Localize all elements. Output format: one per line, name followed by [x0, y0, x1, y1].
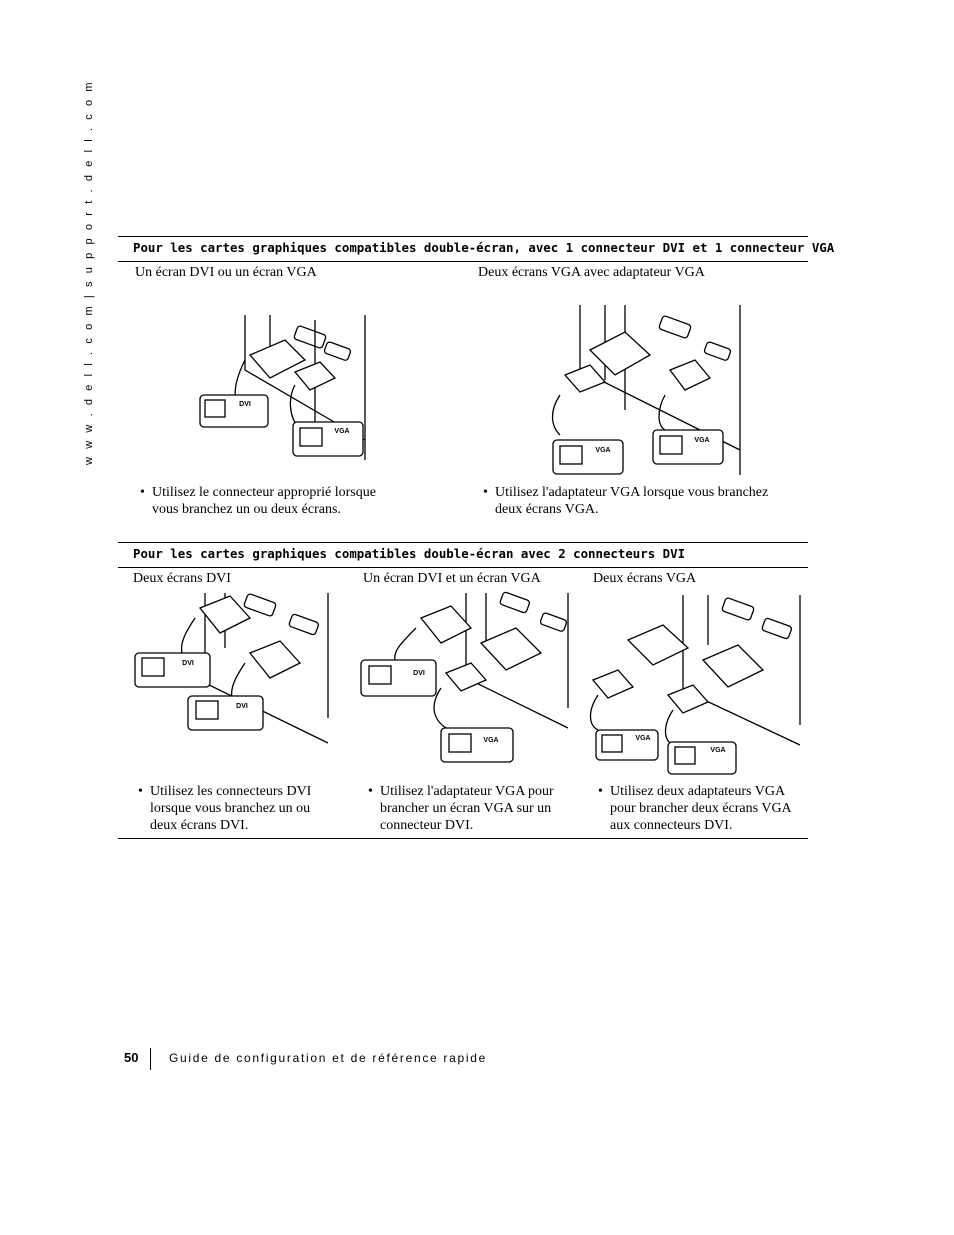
figure-label: DVI [182, 660, 194, 667]
section1-heading: Pour les cartes graphiques compatibles double-écran, avec 1 connecteur DVI et 1 connecteur VGA [133, 240, 835, 255]
bullet-text: Utilisez l'adaptateur VGA pour brancher un écran VGA sur un connecteur DVI. [380, 784, 554, 833]
figure-two-vga-adapters [588, 590, 803, 775]
figure-dvi-and-vga [356, 588, 571, 768]
figure-label: VGA [710, 747, 726, 754]
section2-col2-bullet: • Utilisez l'adaptateur VGA pour brancher un écran VGA sur un connecteur DVI. [368, 784, 554, 833]
page-number: 50 [124, 1050, 139, 1065]
section1-col2-bullet: • Utilisez l'adaptateur VGA lorsque vous branchez deux écrans VGA. [483, 485, 769, 517]
figure-label: VGA [635, 735, 651, 742]
rule [118, 261, 808, 262]
bullet-text: Utilisez l'adaptateur VGA lorsque vous branchez deux écrans VGA. [495, 485, 769, 517]
section1-col1-bullet: • Utilisez le connecteur approprié lorsque vous branchez un ou deux écrans. [140, 485, 376, 517]
figure-label: VGA [595, 447, 611, 454]
rule [118, 542, 808, 543]
figure-two-vga-adapter [545, 300, 745, 480]
section2-col1-caption: Deux écrans DVI [133, 571, 231, 586]
rule [118, 838, 808, 839]
side-url-text: w w w . d e l l . c o m | s u p p o r t . d e l l . c o m [83, 79, 95, 465]
bullet-text: Utilisez les connecteurs DVI lorsque vous branchez un ou deux écrans DVI. [150, 784, 312, 833]
footer-title: Guide de configuration et de référence rapide [169, 1051, 487, 1065]
figure-label: DVI [236, 703, 248, 710]
section2-col1-bullet: • Utilisez les connecteurs DVI lorsque vous branchez un ou deux écrans DVI. [138, 784, 312, 833]
figure-dvi-or-vga [195, 310, 370, 470]
rule [118, 567, 808, 568]
rule [118, 236, 808, 237]
section2-col2-caption: Un écran DVI et un écran VGA [363, 571, 541, 586]
figure-label: VGA [694, 437, 710, 444]
bullet-text: Utilisez deux adaptateurs VGA pour brancher deux écrans VGA aux connecteurs DVI. [610, 784, 791, 833]
figure-label: VGA [334, 428, 350, 435]
side-url [83, 79, 97, 465]
figure-label: DVI [413, 670, 425, 677]
figure-two-dvi [130, 588, 330, 748]
figure-label: VGA [483, 737, 499, 744]
footer-divider [150, 1048, 151, 1070]
section2-heading: Pour les cartes graphiques compatibles double-écran avec 2 connecteurs DVI [133, 546, 686, 561]
section2-col3-caption: Deux écrans VGA [593, 571, 697, 586]
section1-col2-caption: Deux écrans VGA avec adaptateur VGA [478, 265, 705, 280]
figure-label: DVI [239, 401, 251, 408]
bullet-text: Utilisez le connecteur approprié lorsque vous branchez un ou deux écrans. [152, 485, 376, 517]
section1-col1-caption: Un écran DVI ou un écran VGA [135, 265, 317, 280]
section2-col3-bullet: • Utilisez deux adaptateurs VGA pour brancher deux écrans VGA aux connecteurs DVI. [598, 784, 791, 833]
